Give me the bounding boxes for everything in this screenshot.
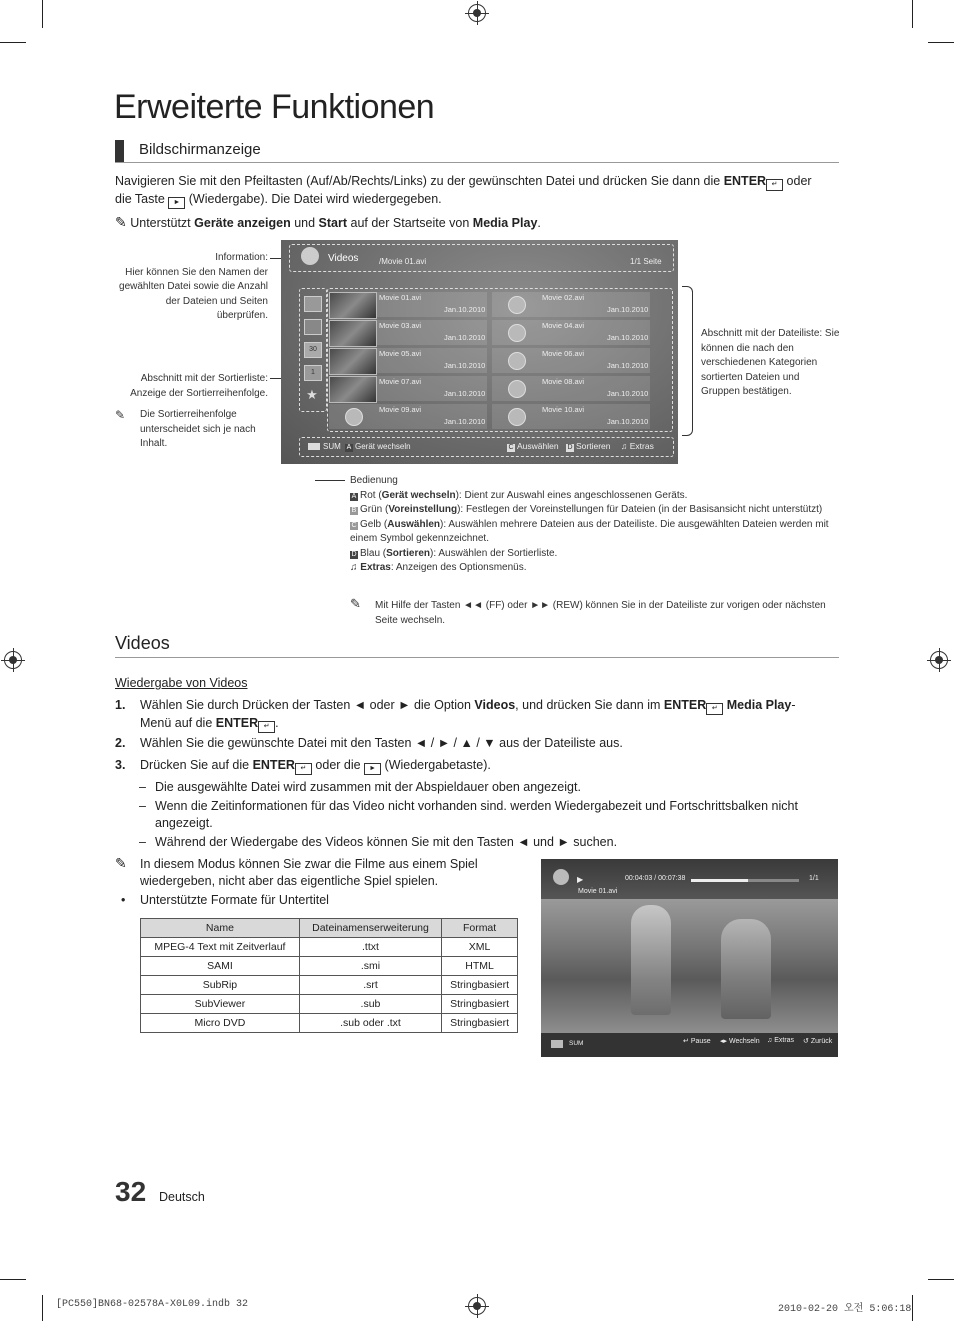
film-reel-icon[interactable] xyxy=(345,408,363,426)
film-reel-icon[interactable] xyxy=(508,324,526,342)
bullet-item: • Unterstützte Formate für Untertitel xyxy=(121,893,329,907)
page-number: 32 xyxy=(115,1176,147,1207)
table-cell: .ttxt xyxy=(299,938,441,957)
table-row xyxy=(141,976,518,995)
play-icon: ► xyxy=(168,197,185,209)
subtitle-format-table xyxy=(140,918,518,1033)
note-icon: ✎ xyxy=(115,408,126,422)
file-name[interactable]: Movie 10.avi xyxy=(542,405,585,414)
bar-back[interactable]: ↺ Zurück xyxy=(803,1038,833,1045)
sort-favorite-icon[interactable]: ★ xyxy=(306,387,318,402)
table-row xyxy=(141,957,518,976)
video-playback-screenshot xyxy=(541,859,838,1057)
file-name[interactable]: Movie 05.avi xyxy=(379,349,422,358)
footer-date: 2010-02-20 오전 5:06:18 xyxy=(778,1304,912,1315)
file-name[interactable]: Movie 08.avi xyxy=(542,377,585,386)
file-date: Jan.10.2010 xyxy=(607,305,649,314)
dash-item: – Wenn die Zeitinformationen für das Video nicht vorhanden sind. werden Wiedergabezeit und Fortschrittsbalken nicht angezeigt. xyxy=(139,799,798,830)
videos-note: ✎ In diesem Modus können Sie zwar die Filme aus einem Spiel wiedergeben, nicht aber das eigentliche Spiel spielen. xyxy=(115,855,478,888)
enter-icon: ↵ xyxy=(258,721,275,733)
dash-item: – Während der Wiedergabe des Videos können Sie mit den Tasten ◄ und ► suchen. xyxy=(139,835,618,849)
bar-switch[interactable]: ◂▸ Wechseln xyxy=(720,1038,760,1045)
videos-heading: Videos xyxy=(115,633,170,653)
file-date: Jan.10.2010 xyxy=(444,389,486,398)
device-label: SUM xyxy=(323,442,341,451)
sort-note: ✎ Die Sortierreihenfolge unterscheidet sich je nach Inhalt. xyxy=(115,408,256,449)
left-right-icon: ◂▸ xyxy=(720,1038,728,1045)
enter-icon: ↵ xyxy=(706,703,723,715)
controls-description: Bedienung A Rot (Gerät wechseln): Dient zur Auswahl eines angeschlossenen Geräts. B Grün (Voreinstellung): Festlegen der Voreinstellungen für Dateien (in der Basisansicht nicht unterstützt) C Gelb (Auswählen): Auswählen mehrere Dateien aus der Dateiliste. Die ausgewählten Dateien werden mit einem Symbol gekennzeichnet. D Blau (Sortieren): Auswählen der Sortierliste. ♫ Extras: Anzeigen des Optionsmenüs. xyxy=(350,475,829,573)
file-date: Jan.10.2010 xyxy=(607,361,649,370)
bar-change-device[interactable]: A Gerät wechseln xyxy=(346,442,411,451)
table-cell: Stringbasiert xyxy=(442,995,518,1014)
registration-mark-icon xyxy=(468,1297,486,1315)
table-cell: Micro DVD xyxy=(141,1014,300,1033)
video-frame xyxy=(541,899,838,1033)
table-cell: XML xyxy=(442,938,518,957)
bar-pause[interactable]: ↵ Pause xyxy=(683,1038,711,1045)
video-thumbnail[interactable] xyxy=(329,348,377,375)
table-row xyxy=(141,938,518,957)
intro-note: ✎ Unterstützt Geräte anzeigen und Start auf der Startseite von Media Play. xyxy=(115,214,541,230)
table-cell: .sub oder .txt xyxy=(299,1014,441,1033)
file-date: Jan.10.2010 xyxy=(607,333,649,342)
registration-mark-icon xyxy=(4,651,22,669)
table-header: Name xyxy=(141,919,300,938)
giraffe-shape xyxy=(721,919,771,1019)
step-2: 2. Wählen Sie die gewünschte Datei mit den Tasten ◄ / ► / ▲ / ▼ aus der Dateiliste aus. xyxy=(115,736,623,750)
page-title: Erweiterte Funktionen xyxy=(114,88,435,126)
filelist-callout: Abschnitt mit der Dateiliste: Sie können die nach den verschiedenen Kategorien sortierten Dateien und Gruppen bestätigen. xyxy=(701,328,840,397)
registration-mark-icon xyxy=(468,4,486,22)
file-date: Jan.10.2010 xyxy=(444,305,486,314)
file-path: /Movie 01.avi xyxy=(379,257,427,266)
section-heading: Bildschirmanzeige xyxy=(139,141,261,158)
file-name[interactable]: Movie 09.avi xyxy=(379,405,422,414)
videos-subheading: Wiedergabe von Videos xyxy=(115,676,248,690)
sort-calendar-icon[interactable]: 1 xyxy=(304,365,322,381)
film-reel-icon[interactable] xyxy=(508,296,526,314)
table-cell: .smi xyxy=(299,957,441,976)
bar-sort[interactable]: D Sortieren xyxy=(567,441,611,451)
device-label: SUM xyxy=(569,1040,584,1047)
table-header: Format xyxy=(442,919,518,938)
tab-videos[interactable]: Videos xyxy=(328,253,359,264)
note-icon: ✎ xyxy=(350,596,361,611)
bar-extras[interactable]: ♫ Extras xyxy=(621,441,654,451)
file-date: Jan.10.2010 xyxy=(444,417,486,426)
bar-select[interactable]: C Auswählen xyxy=(508,441,559,451)
step-3: 3. Drücken Sie auf die ENTER ↵ oder die ► (Wiedergabetaste). xyxy=(115,757,835,775)
enter-icon: ↵ xyxy=(295,763,312,775)
footer-file: [PC550]BN68-02578A-X0L09.indb 32 xyxy=(56,1299,249,1310)
table-cell: HTML xyxy=(442,957,518,976)
intro-text: Navigieren Sie mit den Pfeiltasten (Auf/Ab/Rechts/Links) zu der gewünschten Datei und drücken Sie dann die ENTER ↵ oder die Taste ► (Wiedergabe). Die Datei wird wiedergegeben. xyxy=(115,173,845,209)
table-cell: Stringbasiert xyxy=(442,976,518,995)
video-thumbnail[interactable] xyxy=(329,292,377,319)
file-name[interactable]: Movie 01.avi xyxy=(379,293,422,302)
tools-icon: ♫ xyxy=(350,562,358,573)
table-cell: SubViewer xyxy=(141,995,300,1014)
file-name[interactable]: Movie 07.avi xyxy=(379,377,422,386)
sort-callout: Abschnitt mit der Sortierliste: Anzeige der Sortierreihenfolge. xyxy=(130,373,268,399)
table-row xyxy=(141,1014,518,1033)
usb-icon xyxy=(551,1040,563,1048)
usb-icon xyxy=(308,443,320,450)
sort-folder-icon[interactable] xyxy=(304,296,322,312)
tools-icon: ♫ xyxy=(767,1037,773,1044)
film-reel-icon[interactable] xyxy=(508,380,526,398)
dash-item: – Die ausgewählte Datei wird zusammen mit der Abspieldauer oben angezeigt. xyxy=(139,780,581,794)
file-date: Jan.10.2010 xyxy=(607,389,649,398)
progress-bar[interactable] xyxy=(691,879,799,882)
page-indicator: 1/1 Seite xyxy=(630,257,662,266)
giraffe-shape xyxy=(631,905,671,1015)
table-cell: .sub xyxy=(299,995,441,1014)
registration-mark-icon xyxy=(930,651,948,669)
table-cell: SubRip xyxy=(141,976,300,995)
video-thumbnail[interactable] xyxy=(329,376,377,403)
note-icon: ✎ xyxy=(115,214,127,230)
step-1: 1. Wählen Sie durch Drücken der Tasten ◄ oder ► die Option Videos, und drücken Sie dann im ENTER ↵ Media Play- Menü auf die ENTER ↵ . xyxy=(115,697,835,733)
bar-extras[interactable]: ♫ Extras xyxy=(767,1037,795,1044)
film-reel-icon[interactable] xyxy=(508,352,526,370)
video-thumbnail[interactable] xyxy=(329,320,377,347)
table-cell: Stringbasiert xyxy=(442,1014,518,1033)
table-cell: MPEG-4 Text mit Zeitverlauf xyxy=(141,938,300,957)
heading-marker xyxy=(115,140,124,162)
film-reel-icon[interactable] xyxy=(508,408,526,426)
media-play-screenshot xyxy=(281,240,678,464)
table-header: Dateinamenserweiterung xyxy=(299,919,441,938)
file-name[interactable]: Movie 04.avi xyxy=(542,321,585,330)
play-icon: ► xyxy=(364,763,381,775)
file-name[interactable]: Movie 06.avi xyxy=(542,349,585,358)
file-date: Jan.10.2010 xyxy=(444,333,486,342)
file-count: 1/1 xyxy=(809,875,819,882)
media-play-logo-icon xyxy=(301,247,319,265)
file-name: Movie 01.avi xyxy=(578,888,618,895)
sort-title-icon[interactable] xyxy=(304,319,322,335)
media-play-logo-icon xyxy=(553,869,569,885)
table-row xyxy=(141,995,518,1014)
page-language: Deutsch xyxy=(159,1190,205,1204)
info-callout: Information: Hier können Sie den Namen der gewählten Datei sowie die Anzahl der Dateien und Seiten überprüfen. xyxy=(119,252,268,321)
tools-icon: ♫ xyxy=(621,441,628,451)
table-cell: .srt xyxy=(299,976,441,995)
sort-date-icon[interactable]: 30 xyxy=(304,342,322,358)
return-icon: ↺ xyxy=(803,1038,809,1045)
file-name[interactable]: Movie 03.avi xyxy=(379,321,422,330)
play-icon: ▶ xyxy=(577,875,584,884)
table-cell: SAMI xyxy=(141,957,300,976)
controls-note: ✎ Mit Hilfe der Tasten ◄◄ (FF) oder ►► (REW) können Sie in der Dateiliste zur vorigen oder nächsten Seite wechseln. xyxy=(350,596,826,626)
file-name[interactable]: Movie 02.avi xyxy=(542,293,585,302)
enter-icon: ↵ xyxy=(766,179,783,191)
file-date: Jan.10.2010 xyxy=(444,361,486,370)
note-icon: ✎ xyxy=(115,855,127,871)
playback-time: 00:04:03 / 00:07:38 xyxy=(625,875,686,882)
file-date: Jan.10.2010 xyxy=(607,417,649,426)
enter-icon: ↵ xyxy=(683,1038,689,1045)
